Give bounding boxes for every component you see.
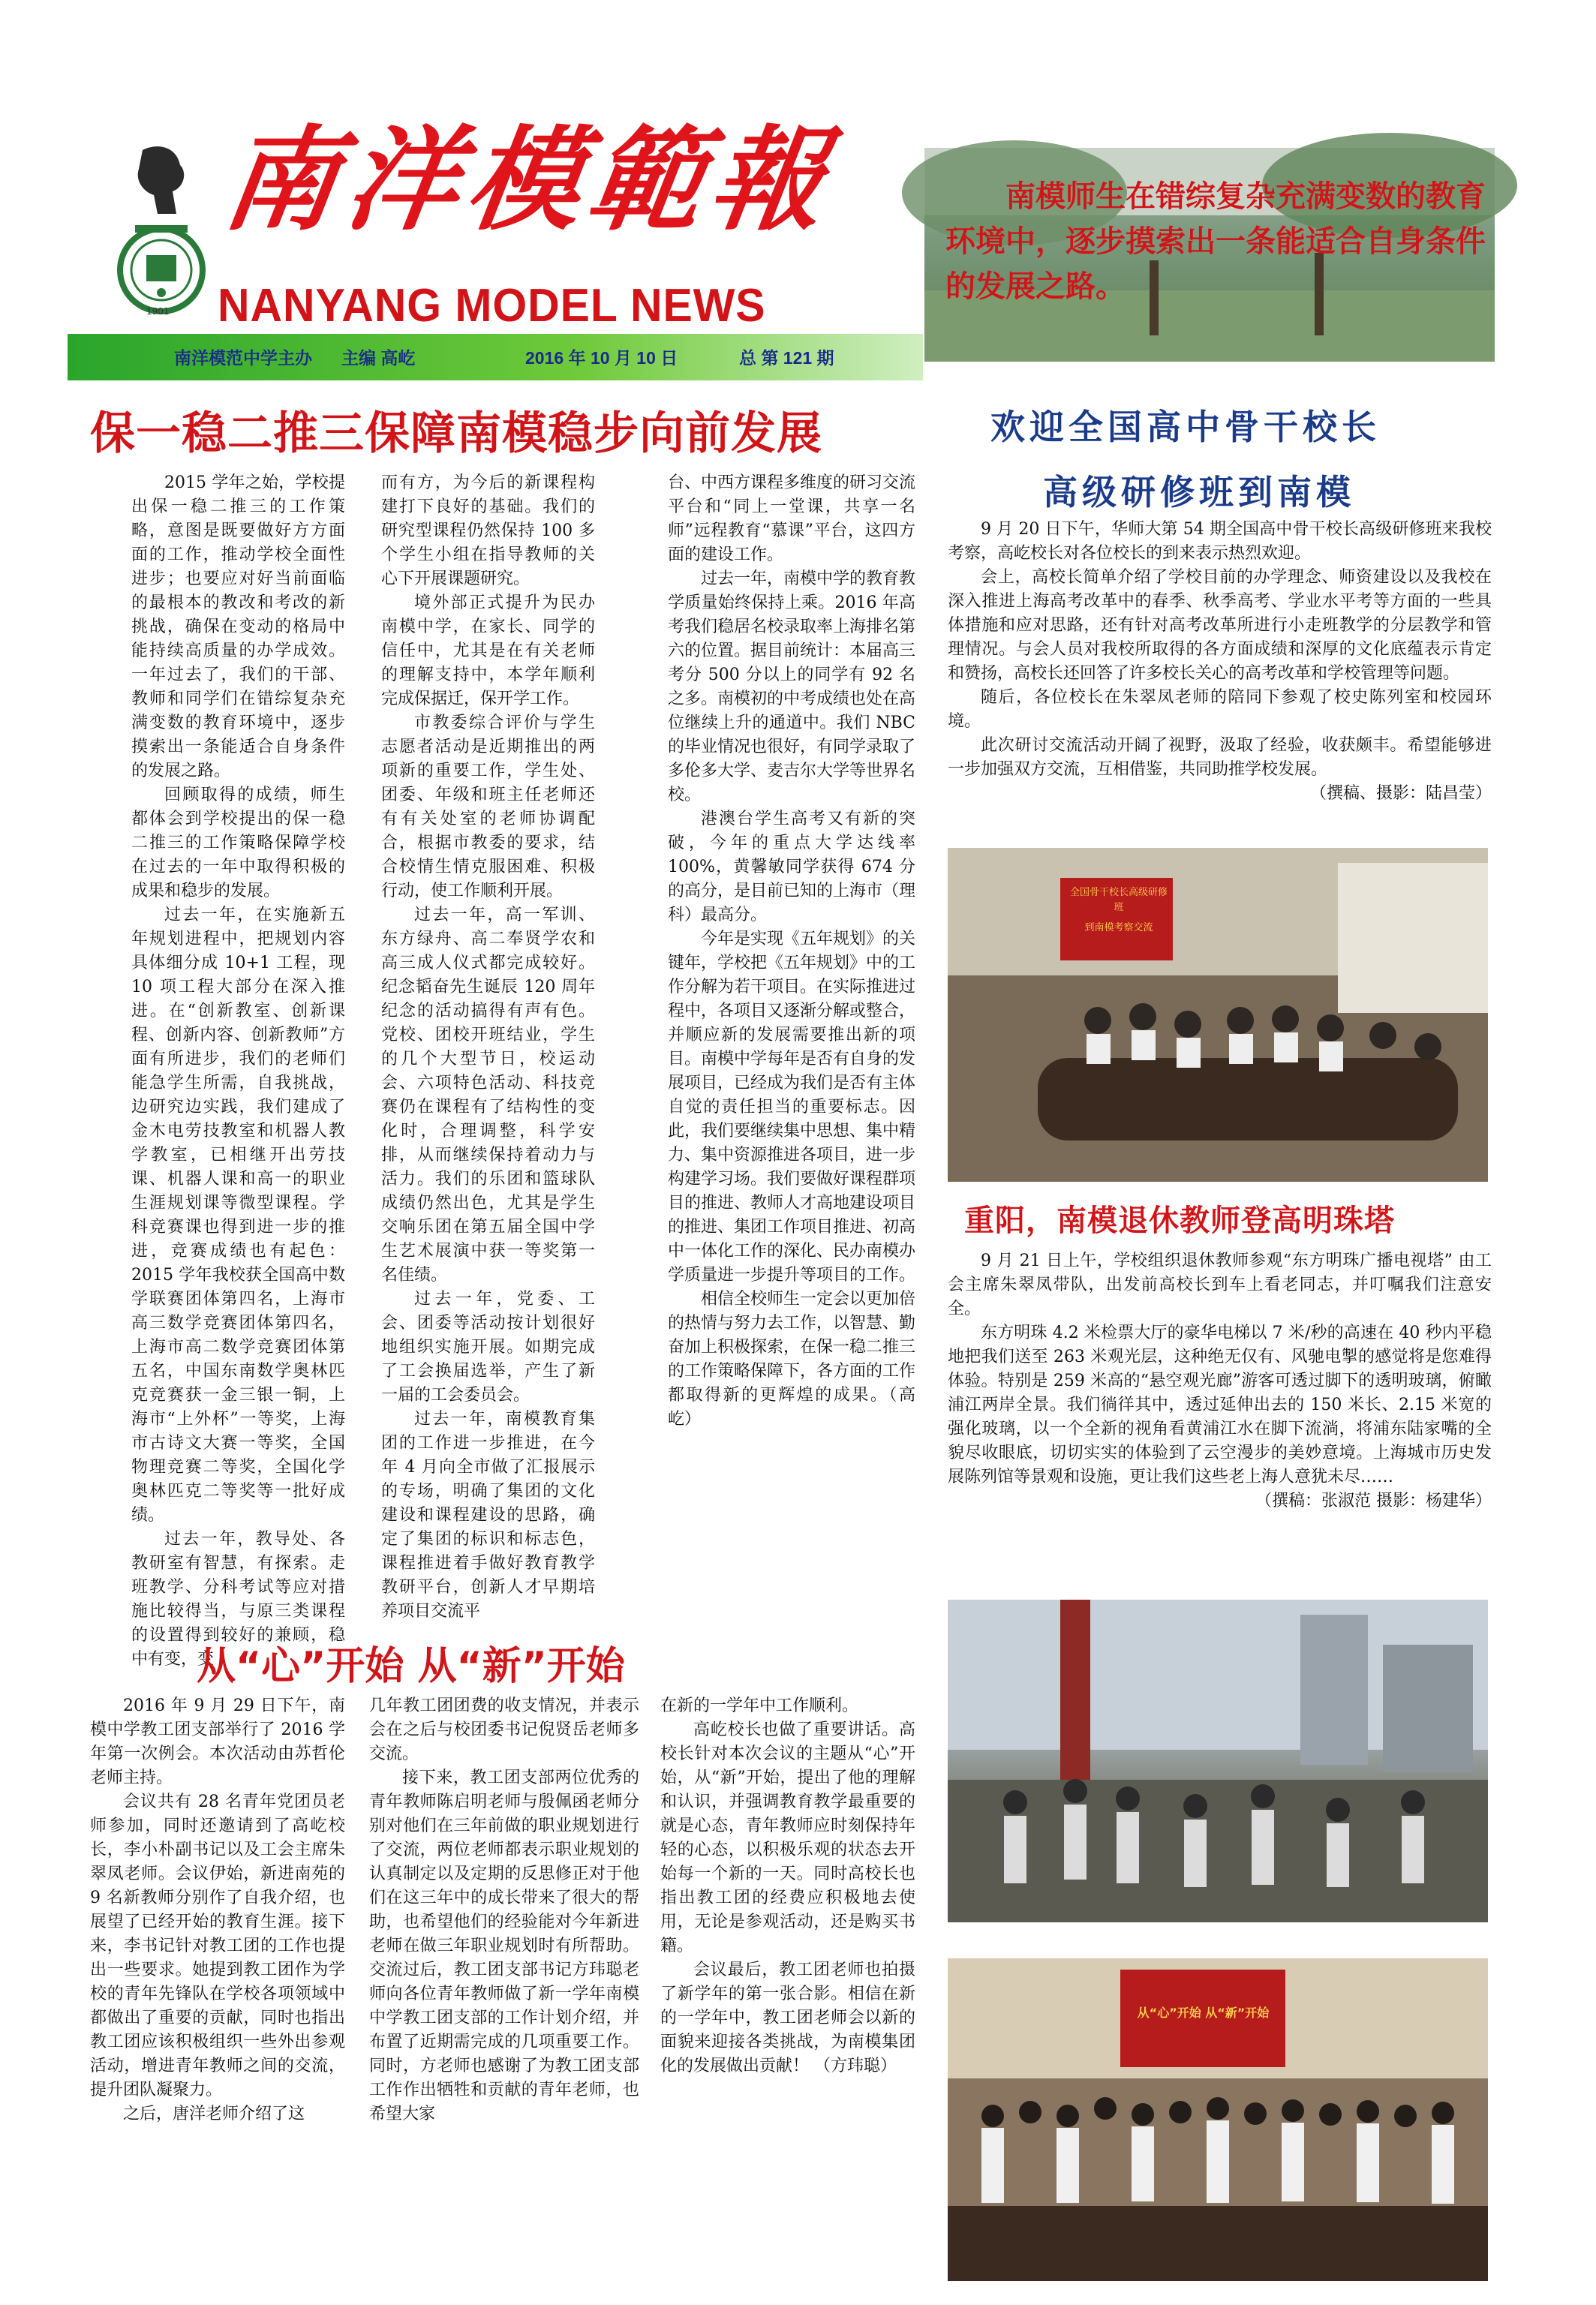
tower-visit-image (948, 1600, 1488, 1922)
issue-number: 总 第 121 期 (739, 348, 834, 368)
paragraph: 随后，各位校长在朱翠凤老师的陪同下参观了校史陈列室和校园环境。 (948, 688, 1492, 731)
paragraph: 相信全校师生一定会以更加倍的热情与努力去工作，以智慧、勤奋加上积极探索，在保一稳二推三的工作策略保障下，各方面的工作都取得新的更辉煌的成果。（高 屹） (668, 1290, 916, 1429)
paragraph: 之后，唐洋老师介绍了这 (123, 2105, 305, 2123)
paragraph: 市教委综合评价与学生志愿者活动是近期推出的两项新的重要工作，学生处、团委、年级和班主任老师还有有关处室的老师协调配合，根据市教委的要求，结合校情生情克服困难、积极行动，使工作顺利开展。 (381, 714, 595, 900)
group-photo (948, 1958, 1488, 2281)
paragraph: 过去一年，教导处、各教研室有智慧，有探索。走班教学、分科考试等应对措施比较得当，与原三类课程的设置得到较好的兼顾，稳中有变，变 (131, 1530, 345, 1669)
oriental-pearl-tower-photo (948, 1600, 1488, 1922)
paragraph: 港澳台学生高考又有新的突破，今年的重点大学达线率 100%，黄馨敏同学获得 674 分的高分，是目前已知的上海市（理科）最高分。 (668, 810, 916, 924)
paragraph: 接下来，教工团支部两位优秀的青年教师陈启明老师与殷佩函老师分别对他们在三年前做的职业规划进行了交流，两位老师都表示职业规划的认真制定以及定期的反思修正对于他们在这三年中的成长带来了很大的帮助，也希望他们的经验能对今年新进老师在做三年职业规划时有所帮助。交流过后，教工团支部书记方玮聪老师向各位青年教师做了新一学年南模中学教工团支部的工作计划介绍，并布置了近期需完成的几项重要工作。同时，方老师也感谢了为教工团支部工作作出牺牲和贡献的青年老师，也希望大家 (369, 1769, 639, 2123)
header-quote: 南模师生在错综复杂充满变数的教育环境中，逐步摸索出一条能适合自身条件的发展之路。 (945, 179, 1486, 304)
article-headline-xin: 从“心”开始 从“新”开始 (197, 1644, 625, 1689)
paragraph: 2016 年 9 月 29 日下午，南模中学教工团支部举行了 2016 学年第一次例会。本次活动由苏哲伦老师主持。 (90, 1696, 345, 1787)
paragraph: 回顾取得的成绩，师生都体会到学校提出的保一稳二推三的工作策略保障学校在过去的一年中取得积极的成果和稳步的发展。 (131, 786, 345, 900)
article2-column-3 (660, 1694, 915, 2287)
school-logo (113, 143, 210, 330)
article1-column-3 (668, 471, 915, 1582)
paragraph: 过去一年，高一军训、东方绿舟、高二奉贤学农和高三成人仪式都完成较好。纪念韬奋先生诞辰 120 周年纪念的活动搞得有声有色。党校、团校开班结业，学生的几个大型节日，校运动会、六项特色活动、科技竞赛仍在课程有了结构性的变化时，合理调整，科学安排，从而继续保持着动力与活力。我们的乐团和篮球队成绩仍然出色，尤其是学生交响乐团在第五届全国中学生艺术展演中获一等奖第一名佳绩。 (381, 906, 595, 1285)
paragraph: 9 月 20 日下午，华师大第 54 期全国高中骨干校长高级研修班来我校考察，高屹校长对各位校长的到来表示热烈欢迎。 (948, 520, 1492, 563)
paragraph: 此次研讨交流活动开阔了视野，汲取了经验，收获颇丰。希望能够进一步加强双方交流，互相借鉴，共同助推学校发展。 (948, 736, 1492, 779)
logo-year: 1901 (146, 306, 170, 317)
paragraph: 过去一年，南模教育集团的工作进一步推进，在今年 4 月向全市做了汇报展示的专场，明确了集团的文化建设和课程建设的思路，确定了集团的标识和标志色，课程推进着手做好教育教学教研平台，创新人才早期培养项目交流平 (381, 1410, 595, 1621)
meeting-banner-line2: 到南模考察交流 (1084, 922, 1153, 933)
paragraph: 而有方，为今后的新课程构建打下良好的基础。我们的研究型课程仍然保持 100 多个学生小组在指导教师的关心下开展课题研究。 (381, 473, 595, 588)
article1-column-2 (381, 471, 595, 1621)
paragraph: 2015 学年之始，学校提出保一稳二推三的工作策略，意图是既要做好方方面面的工作，推动学校全面性进步；也要应对好当前面临的最根本的教改和考改的新挑战，确保在变动的格局中能持续高质量的办学成效。一年过去了，我们的干部、教师和同学们在错综复杂充满变数的教育环境中，逐步摸索出一条能适合自身条件的发展之路。 (131, 473, 345, 780)
paragraph: 东方明珠 4.2 米检票大厅的豪华电梯以 7 米/秒的高速在 40 秒内平稳地把我们送至 263 米观光层，这种绝无仅有、风驰电掣的感觉将是您难得体验。特别是 259 米高的“悬空观光廊”游客可透过脚下的透明玻璃，俯瞰浦江两岸全景。我们徜徉其中，透过延伸出去的 150 米长、2.15 米宽的强化玻璃，以一个全新的视角看黄浦江水在脚下流淌，将浦东陆家嘴的全貌尽收眼底，切切实实的体验到了云空漫步的美妙意境。上海城市历史发展陈列馆等景观和设施，更让我们这些老上海人意犹未尽…… (948, 1324, 1492, 1486)
article-credit: （撰稿：张淑范 摄影：杨建华） (1255, 1492, 1492, 1510)
article2-column-1 (90, 1694, 345, 2287)
meeting-photo (948, 848, 1488, 1182)
article2-column-2 (369, 1694, 639, 2287)
article1-column-1 (131, 471, 345, 1669)
article-headline-chongyang: 重阳，南模退休教师登高明珠塔 (964, 1204, 1395, 1238)
paragraph: 会上，高校长简单介绍了学校目前的办学理念、师资建设以及我校在深入推进上海高考改革中的春季、秋季高考、学业水平考等方面的一些具体措施和应对思路，还有针对高考改革所进行小走班教学的分层教学和管理情况。与会人员对我校所取得的各方面成绩和深厚的文化底蕴表示肯定和赞扬，高校长还回答了许多校长关心的高考改革和学校管理等问题。 (948, 568, 1492, 683)
meeting-banner-line1: 全国骨干校长高级研修班 (1069, 887, 1168, 913)
group-banner-text: 从“心”开始 从“新”开始 (1137, 2006, 1270, 2020)
meeting-room-image (948, 848, 1488, 1182)
article-credit: （撰稿、摄影：陆昌莹） (1309, 784, 1492, 803)
article4-body (948, 1249, 1492, 1594)
issue-date: 2016 年 10 月 10 日 (525, 348, 678, 368)
paragraph: 过去一年，党委、工会、团委等活动按计划很好地组织实施开展。如期完成了工会换届选举，产生了新一届的工会委员会。 (381, 1290, 595, 1405)
article-headline: 保一稳二推三保障南模稳步向前发展 (90, 407, 822, 460)
article-headline-welcome-line1: 欢迎全国高中骨干校长 (990, 407, 1381, 447)
school-emblem-icon (113, 143, 210, 330)
paragraph: 高屹校长也做了重要讲话。高校长针对本次会议的主题从“心”开始，从“新”开始，提出了他的理解和认识，并强调教育教学最重要的就是心态，青年教师应时刻保持年轻的心态，以积极乐观的状态去开始每一个新的一天。同时高校长也指出教工团的经费应积极地去使用，无论是参观活动，还是购买书籍。 (660, 1720, 915, 1955)
paragraph: 在新的一学年中工作顺利。 (660, 1696, 859, 1715)
paragraph: 今年是实现《五年规划》的关键年，学校把《五年规划》中的工作分解为若干项目。在实际推进过程中，各项目又逐渐分解或整合，并顺应新的发展需要推出新的项目。南模中学每年是否有自身的发展项目，已经成为我们是否有主体自觉的责任担当的重要标志。因此，我们要继续集中思想、集中精力、集中资源推进各项目，进一步构建学习场。我们要做好课程群项目的推进、教师人才高地建设项目的推进、集团工作项目推进、初高中一体化工作的深化、民办南模办学质量进一步提升等项目的工作。 (668, 930, 916, 1285)
masthead-english-title: NANYANG MODEL NEWS (218, 280, 766, 332)
article3-body (948, 518, 1492, 840)
paragraph: 9 月 21 日上午，学校组织退休教师参观“东方明珠广播电视塔” 由工会主席朱翠凤带队，出发前高校长到车上看老同志，并叮嘱我们注意安全。 (948, 1252, 1492, 1318)
article-headline-welcome-line2: 高级研修班到南模 (1043, 472, 1355, 512)
editor: 主编 高屹 (341, 348, 416, 368)
paragraph: 台、中西方课程多维度的研习交流平台和“同上一堂课，共享一名师”远程教育“慕课”平台，这四方面的建设工作。 (668, 473, 916, 564)
paragraph: 过去一年，南模中学的教育教学质量始终保持上乘。2016 年高考我们稳居名校录取率上海排名第六的位置。据目前统计：本届高三考分 500 分以上的同学有 92 名之多。南模初的中考成绩也处在高位继续上升的通道中。我们 NBC 的毕业情况也很好，有同学录取了多伦多大学、麦吉尔大学等世界名校。 (668, 569, 916, 804)
sponsor: 南洋模范中学主办 (174, 348, 312, 368)
paragraph: 过去一年，在实施新五年规划进程中，把规划内容具体细分成 10+1 工程，现 10 项工程大部分在深入推进。在“创新教室、创新课程、创新内容、创新教师”方面有所进步，我们的老师们能急学生所需，自我挑战，边研究边实践，我们建成了金木电劳技教室和机器人教学教室，已相继开出劳技课、机器人课和高一的职业生涯规划课等微型课程。学科竞赛课也得到进一步的推进，竞赛成绩也有起色：2015 学年我校获全国高中数学联赛团体第四名，上海市高三数学竞赛团体第四名，上海市高二数学竞赛团体第五名，中国东南数学奥林匹克竞赛获一金三银一铜，上海市“上外杯”一等奖，上海市古诗文大赛一等奖，全国物理竞赛二等奖，全国化学奥林匹克二等奖等一批好成绩。 (131, 906, 345, 1525)
masthead-title: 南洋模範報 (215, 114, 843, 246)
paragraph: 会议共有 28 名青年党团员老师参加，同时还邀请到了高屹校长，李小朴副书记以及工会主席朱翠凤老师。会议伊始，新进南苑的 9 名新教师分别作了自我介绍，也展望了已经开始的教育生涯。接下来，李书记针对教工团的工作也提出一些要求。她提到教工团作为学校的青年先锋队在学校各项领域中都做出了重要的贡献，同时也指出教工团应该积极组织一些外出参观活动，增进青年教师之间的交流，提升团队凝聚力。 (90, 1793, 345, 2099)
paragraph: 会议最后，教工团老师也拍摄了新学年的第一张合影。相信在新的一学年中，教工团老师会以新的面貌来迎接各类挑战，为南模集团化的发展做出贡献！ （方玮聪） (660, 1961, 915, 2075)
paragraph: 境外部正式提升为民办南模中学，在家长、同学的信任中，尤其是在有关老师的理解支持中，本学年顺利完成保据迁，保开学工作。 (381, 594, 595, 708)
paragraph: 几年教工团团费的收支情况，并表示会在之后与校团委书记倪贤岳老师多交流。 (369, 1696, 639, 1763)
